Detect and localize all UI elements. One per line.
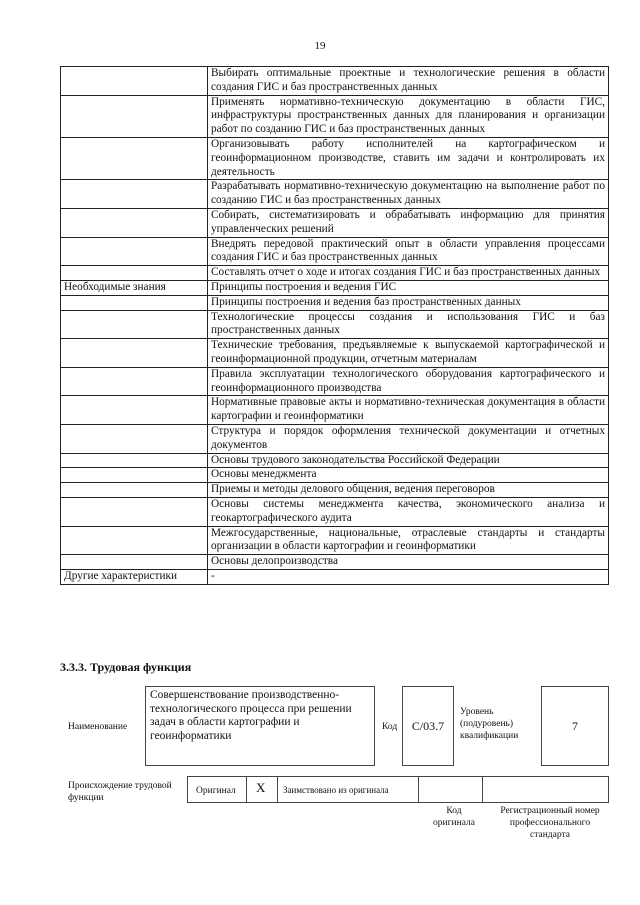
table-row — [61, 569, 609, 584]
row-description: Нормативные правовые акты и нормативно-техническая документация в области картографии и геоинформатики — [208, 396, 609, 425]
table-row — [61, 180, 609, 209]
row-label — [61, 310, 208, 339]
row-description: Технологические процессы создания и использования ГИС и баз пространственных данных — [208, 310, 609, 339]
table-row — [61, 339, 609, 368]
row-label — [61, 180, 208, 209]
table-row — [61, 310, 609, 339]
row-label — [61, 468, 208, 483]
row-description: Применять нормативно-техническую документацию в области ГИС, инфраструктуры пространственных данных для планирования и организации работ по созданию ГИС и баз пространственных данных — [208, 95, 609, 137]
code-field: C/03.7 — [402, 686, 454, 766]
page-number: 19 — [314, 40, 326, 52]
reg-number-label: Регистрационный номер профессионального стандарта — [500, 806, 600, 840]
table-row — [61, 295, 609, 310]
knowledge-skills-table — [60, 66, 609, 585]
table-row — [61, 497, 609, 526]
table-row — [61, 453, 609, 468]
table-row — [61, 67, 609, 96]
row-description: - — [208, 569, 609, 584]
row-label — [61, 67, 208, 96]
table-row — [61, 424, 609, 453]
table-row — [61, 237, 609, 266]
table-row — [61, 555, 609, 570]
table-row — [61, 396, 609, 425]
row-label — [61, 424, 208, 453]
row-description: Выбирать оптимальные проектные и технологические решения в области создания ГИС и баз пространственных данных — [208, 67, 609, 96]
row-label: Необходимые знания — [61, 280, 208, 295]
row-description: Технические требования, предъявляемые к выпускаемой картографической и геоинформационной продукции, отчетным материалам — [208, 339, 609, 368]
row-label — [61, 367, 208, 396]
table-row — [61, 526, 609, 555]
row-description: Собирать, систематизировать и обрабатывать информацию для принятия управленческих решений — [208, 208, 609, 237]
row-description: Приемы и методы делового общения, ведения переговоров — [208, 483, 609, 498]
level-field: 7 — [541, 686, 609, 766]
original-label: Оригинал — [196, 786, 236, 796]
table-row — [61, 468, 609, 483]
table-row — [61, 95, 609, 137]
table-row — [61, 208, 609, 237]
row-description: Основы системы менеджмента качества, экономического анализа и геокартографического аудита — [208, 497, 609, 526]
row-label: Другие характеристики — [61, 569, 208, 584]
row-label — [61, 266, 208, 281]
row-label — [61, 95, 208, 137]
row-description: Внедрять передовой практический опыт в области управления процессами создания ГИС и баз пространственных данных — [208, 237, 609, 266]
row-description: Основы делопроизводства — [208, 555, 609, 570]
row-description: Принципы построения и ведения ГИС — [208, 280, 609, 295]
row-label — [61, 237, 208, 266]
row-description: Основы трудового законодательства Российской Федерации — [208, 453, 609, 468]
row-description: Правила эксплуатации технологического оборудования картографического и геоинформационного производства — [208, 367, 609, 396]
borrowed-label: Заимствовано из оригинала — [283, 785, 389, 795]
table-row — [61, 137, 609, 179]
row-description: Структура и порядок оформления технической документации и отчетных документов — [208, 424, 609, 453]
table-row — [61, 280, 609, 295]
section-heading: 3.3.3. Трудовая функция — [60, 660, 192, 674]
name-label: Наименование — [68, 722, 128, 732]
row-description: Разрабатывать нормативно-техническую документацию на выполнение работ по созданию ГИС и баз пространственных данных — [208, 180, 609, 209]
row-label — [61, 483, 208, 498]
row-description: Организовывать работу исполнителей на картографическом и геоинформационном производстве, ставить им задачи и контролировать их деятельность — [208, 137, 609, 179]
origin-row — [187, 776, 609, 803]
row-description: Составлять отчет о ходе и итогах создания ГИС и баз пространственных данных — [208, 266, 609, 281]
row-label — [61, 295, 208, 310]
code-label: Код — [382, 722, 398, 732]
row-label — [61, 396, 208, 425]
table-row — [61, 266, 609, 281]
row-description: Основы менеджмента — [208, 468, 609, 483]
level-label: Уровень (подуровень) квалификации — [460, 707, 519, 741]
row-label — [61, 497, 208, 526]
row-label — [61, 339, 208, 368]
row-label — [61, 453, 208, 468]
row-description: Принципы построения и ведения баз пространственных данных — [208, 295, 609, 310]
original-mark: X — [256, 780, 266, 795]
row-label — [61, 555, 208, 570]
row-description: Межгосударственные, национальные, отраслевые стандарты и стандарты организации в области картографии и геоинформатики — [208, 526, 609, 555]
table-row — [61, 367, 609, 396]
row-label — [61, 526, 208, 555]
origin-label: Происхождение трудовой функции — [68, 781, 172, 803]
row-label — [61, 137, 208, 179]
function-name-field: Совершенствование производственно-технологического процесса при решении задач в области картографии и геоинформатики — [145, 686, 375, 766]
row-label — [61, 208, 208, 237]
table-row — [61, 483, 609, 498]
code-original-label: Код оригинала — [433, 806, 475, 828]
